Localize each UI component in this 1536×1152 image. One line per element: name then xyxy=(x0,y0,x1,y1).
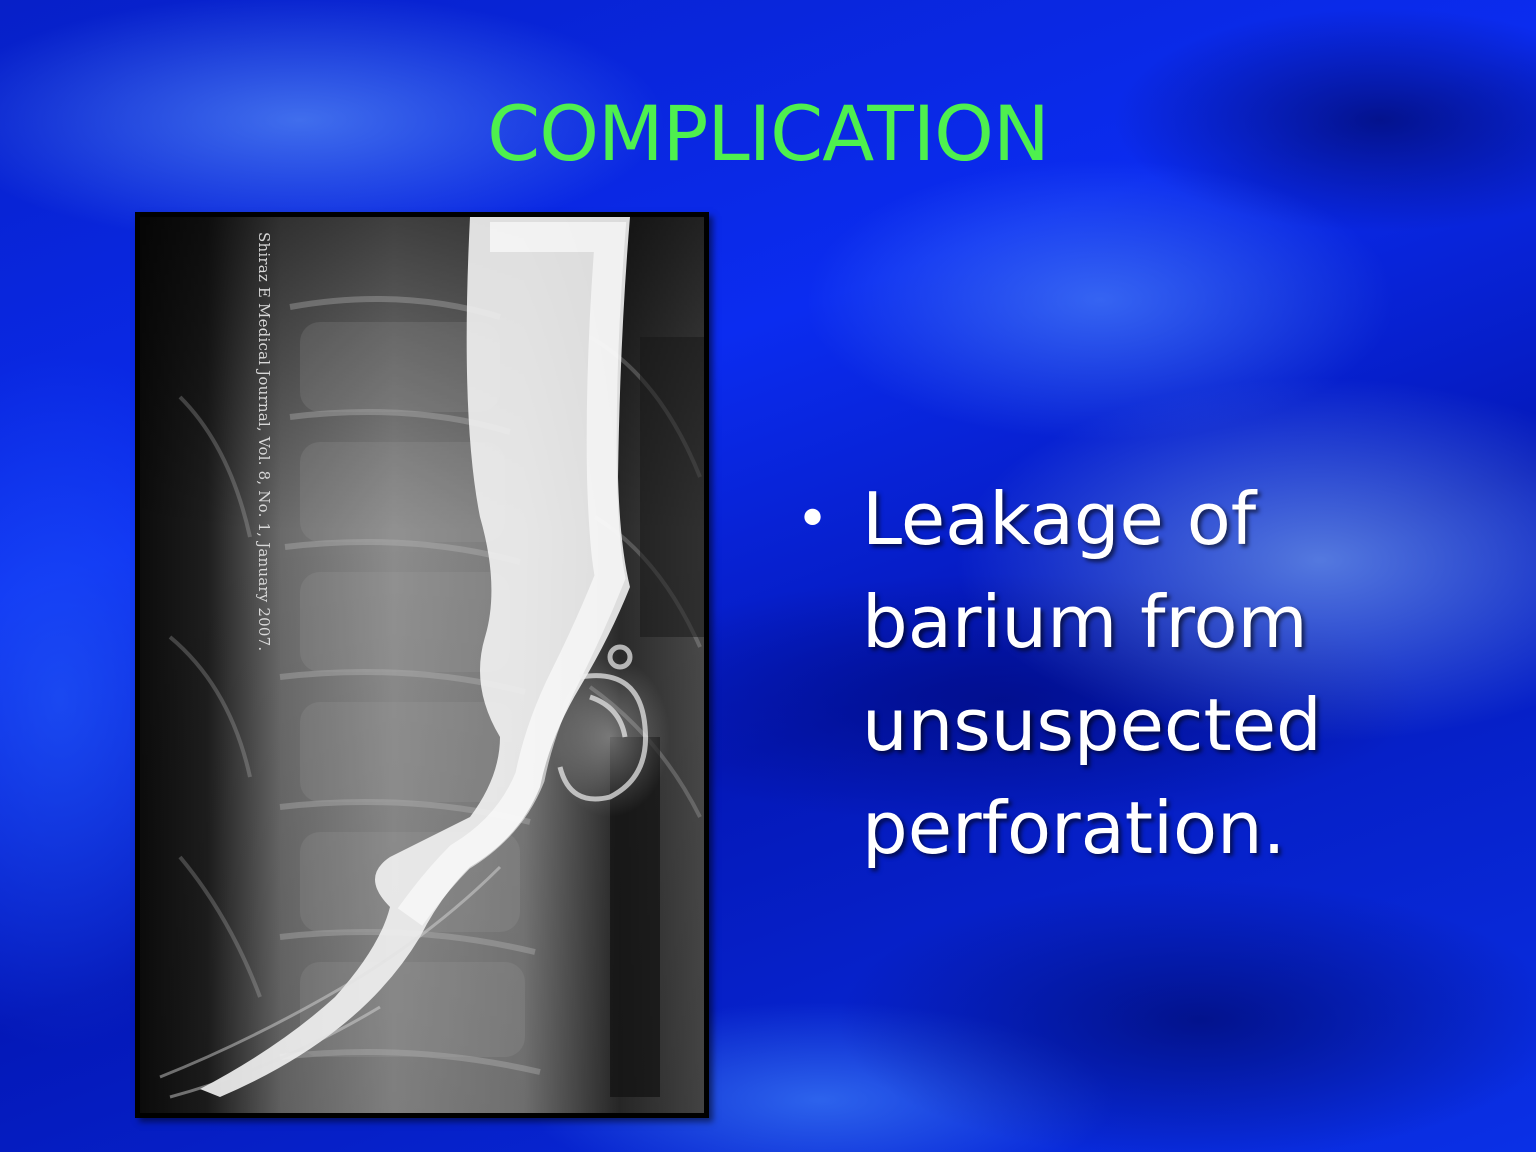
image-caption: Shiraz E Medical Journal, Vol. 8, No. 1, January 2007. xyxy=(255,232,273,652)
list-item xyxy=(790,468,1430,880)
slide-title: COMPLICATION xyxy=(487,89,1049,178)
xray-image xyxy=(135,212,709,1118)
bullet-dot-icon: • xyxy=(796,487,830,552)
bullet-list xyxy=(790,468,1430,880)
bullet-text: Leakage of barium from unsuspected perforation. xyxy=(862,477,1322,870)
xray-icon xyxy=(140,217,704,1113)
